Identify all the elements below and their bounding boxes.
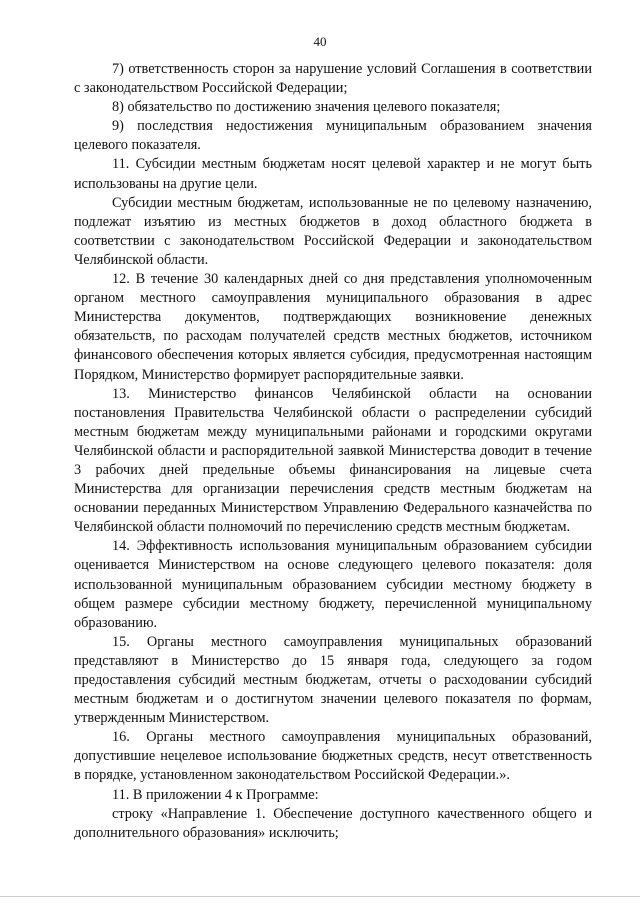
page-bottom-edge <box>0 896 640 897</box>
paragraph-exclude-line: строку «Направление 1. Обеспечение доступного качественного общего и дополнительного образования» исключить; <box>74 805 592 841</box>
paragraph-misuse-subsidies: Субсидии местным бюджетам, использованные не по целевому назначению, подлежат изъятию из местных бюджетов в доход областного бюджета в соответствии с законодательством Российской Федерации и законодательством Челябинской области. <box>74 194 592 268</box>
document-body <box>74 60 592 843</box>
page-number: 40 <box>313 34 327 49</box>
paragraph-item-16: 16. Органы местного самоуправления муниципальных образований, допустившие нецелевое использование бюджетных средств, несут ответственность в порядке, установленном законодательством Российской Федерации.». <box>74 729 592 784</box>
paragraph-clause-9: 9) последствия недостижения муниципальным образованием значения целевого показателя. <box>74 118 592 154</box>
paragraph-clause-7: 7) ответственность сторон за нарушение условий Соглашения в соответствии с законодательством Российской Федерации; <box>74 61 592 97</box>
paragraph-item-15: 15. Органы местного самоуправления муниципальных образований представляют в Министерство до 15 января года, следующего за годом предоставления субсидий местным бюджетам, отчеты о расходовании субсидий местным бюджетам и о достигнутом значении целевого показателя по формам, утвержденным Министерством. <box>74 633 592 727</box>
paragraph-item-13: 13. Министерство финансов Челябинской области на основании постановления Правительства Челябинской области о распределении субсидий местным бюджетам между муниципальными районами и городскими округами Челябинской области и распорядительной заявкой Министерства доводит в течение 3 рабочих дней предельные объемы финансирования на лицевые счета Министерства для организации перечисления средств местным бюджетам на основании переданных Министерством Управлению Федерального казначейства по Челябинской области полномочий по перечислению средств местным бюджетам. <box>74 385 592 536</box>
paragraph-item-12: 12. В течение 30 календарных дней со дня представления уполномоченным органом местного самоуправления муниципального образования в адрес Министерства документов, подтверждающих возникновение денежных обязательств, по расходам получателей средств местных бюджетов, источником финансового обеспечения которых является субсидия, предусмотренная настоящим Порядком, Министерство формирует распорядительные заявки. <box>74 271 592 383</box>
paragraph-appendix-4: 11. В приложении 4 к Программе: <box>112 786 319 803</box>
paragraph-item-14: 14. Эффективность использования муниципальным образованием субсидии оценивается Министерством на основе следующего целевого показателя: доля использованной муниципальным образованием субсидии местному бюджету в общем размере субсидии местному бюджету, перечисленной муниципальному образованию. <box>74 538 592 631</box>
paragraph-item-11: 11. Субсидии местным бюджетам носят целевой характер и не могут быть использованы на другие цели. <box>74 156 592 192</box>
paragraph-clause-8: 8) обязательство по достижению значения целевого показателя; <box>112 99 501 116</box>
